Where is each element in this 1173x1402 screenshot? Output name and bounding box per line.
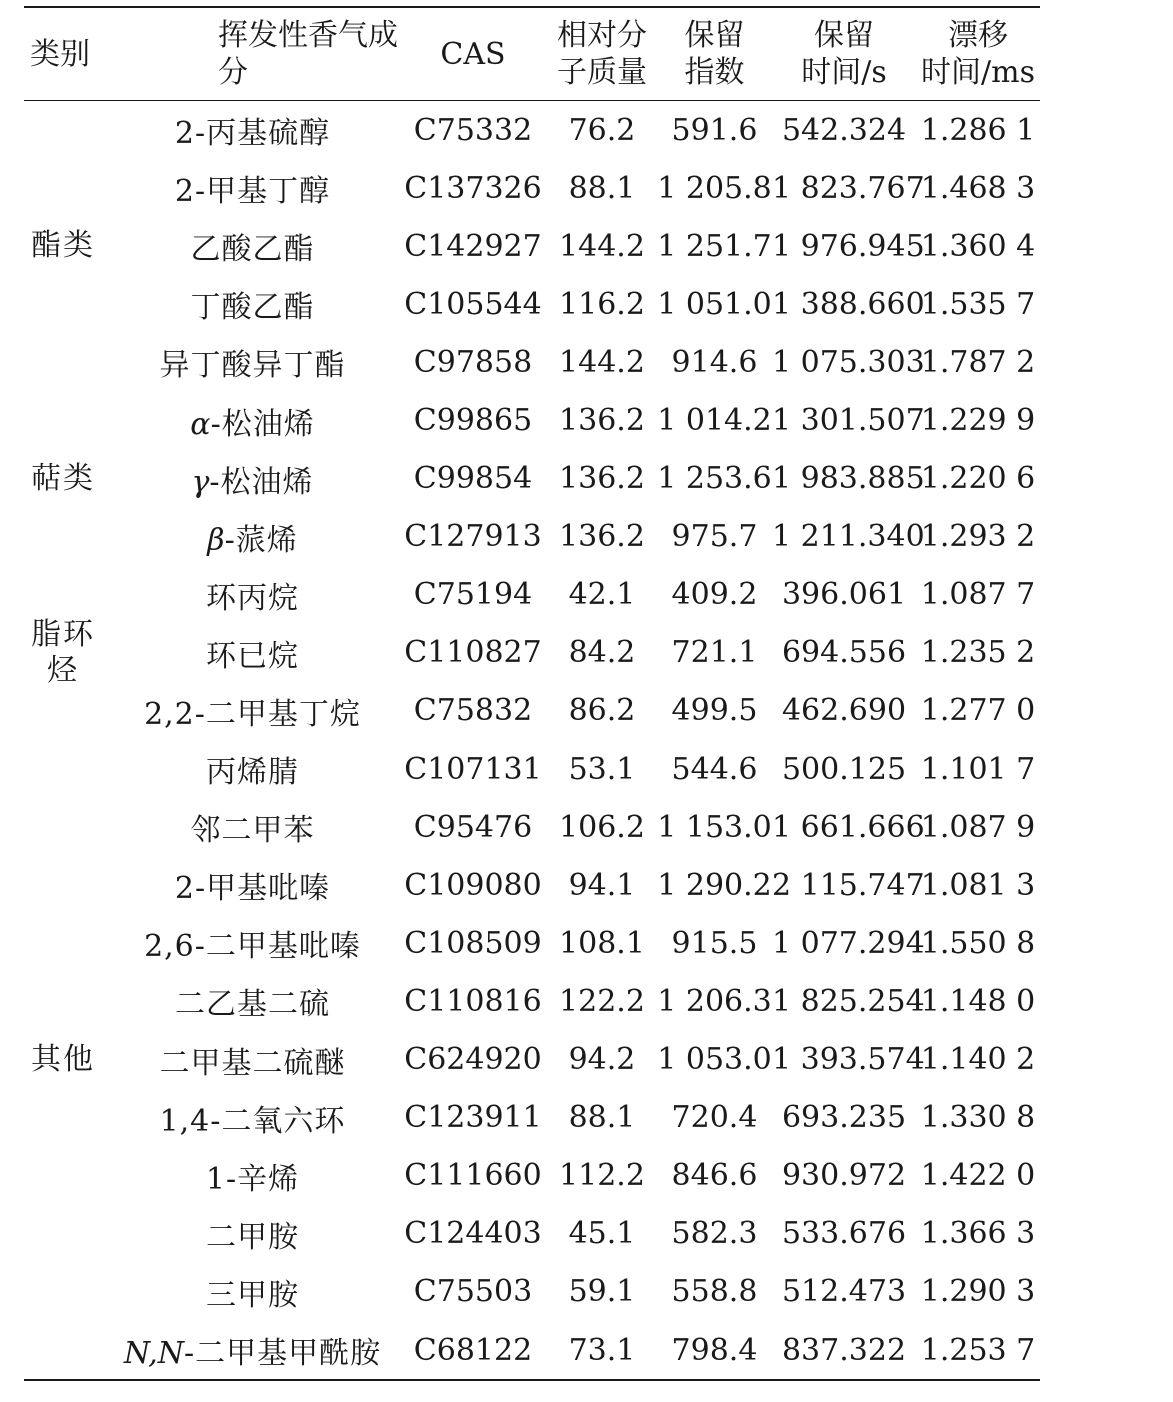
compound-name-cell [106,972,399,1030]
cas-cell: C75194 [413,577,533,613]
volatile-compounds-table [24,6,1040,1381]
cas-cell: C75832 [413,693,533,729]
retention-index-cell: 1 051.0 [657,286,772,322]
table-row [24,508,1040,566]
compound-name-cell [106,682,399,740]
retention-index-cell: 721.1 [671,635,758,671]
molecular-mass-cell: 144.2 [559,344,645,380]
retention-time-cell: 1 983.885 [772,461,925,497]
cas-cell: C75332 [413,112,533,148]
cas-cell: C97858 [413,344,533,380]
compound-name-prefix: γ [191,464,210,500]
cas-cell: C111660 [404,1158,542,1194]
header-category: 类别 [30,36,90,72]
drift-time-cell: 1.140 2 [920,1042,1036,1078]
retention-time-cell: 1 825.254 [772,983,925,1019]
compound-name: 1,4-二氧六环 [159,1103,346,1139]
retention-time-cell: 462.690 [781,693,907,729]
cas-cell: C107131 [404,751,542,787]
retention-index-cell: 1 253.6 [657,461,772,497]
molecular-mass-cell: 94.1 [568,867,636,903]
table-row [24,1205,1040,1263]
cas-cell: C99865 [413,403,533,439]
retention-index-cell: 558.8 [671,1274,758,1310]
drift-time-cell: 1.535 7 [920,286,1036,322]
molecular-mass-cell: 42.1 [568,577,636,613]
compound-name-cell [106,333,399,391]
retention-index-cell: 914.6 [671,344,758,380]
molecular-mass-cell: 144.2 [559,228,645,264]
table-row [24,566,1040,624]
compound-name: 环丙烷 [206,580,299,616]
category-cell [24,566,106,740]
cas-cell: C95476 [413,809,533,845]
compound-name-cell [106,508,399,566]
table-row [24,856,1040,914]
retention-time-cell: 1 077.294 [772,925,925,961]
molecular-mass-cell: 106.2 [559,809,645,845]
retention-index-cell: 591.6 [671,112,758,148]
header-molecular-mass: 相对分 子质量 [557,18,647,90]
retention-time-cell: 512.473 [781,1274,907,1310]
drift-time-cell: 1.293 2 [920,519,1036,555]
table-row [24,1263,1040,1321]
drift-time-cell: 1.253 7 [920,1332,1036,1368]
table-row [24,624,1040,682]
drift-time-cell: 1.081 3 [920,867,1036,903]
compound-name: 乙酸乙酯 [190,232,315,268]
compound-name-prefix: β [207,522,225,558]
retention-index-cell: 846.6 [671,1158,758,1194]
drift-time-cell: 1.366 3 [920,1216,1036,1252]
compound-name: 1-辛烯 [205,1161,300,1197]
retention-time-cell: 1 976.945 [772,228,925,264]
table-row [24,101,1040,160]
cas-cell: C110816 [404,983,542,1019]
retention-index-cell: 915.5 [671,925,758,961]
table-row [24,682,1040,740]
drift-time-cell: 1.235 2 [920,635,1036,671]
compound-name-cell [106,1205,399,1263]
retention-index-cell: 1 251.7 [657,228,772,264]
molecular-mass-cell: 86.2 [568,693,636,729]
header-compound: 挥发性香气成分 [218,18,398,90]
retention-time-cell: 2 115.747 [772,867,925,903]
compound-name: 二乙基二硫 [175,987,330,1023]
compound-name-cell [106,391,399,449]
compound-name: 二甲胺 [206,1219,299,1255]
retention-index-cell: 1 206.3 [657,983,772,1019]
compound-name: 异丁酸异丁酯 [159,348,346,384]
drift-time-cell: 1.286 1 [920,112,1036,148]
retention-index-cell: 798.4 [671,1332,758,1368]
drift-time-cell: 1.468 3 [920,170,1036,206]
category-label: 酯类 [31,228,95,264]
compound-name-cell [106,914,399,972]
cas-cell: C105544 [404,286,542,322]
molecular-mass-cell: 88.1 [568,170,636,206]
compound-name: 2,2-二甲基丁烷 [144,696,361,732]
compound-name: 2,6-二甲基吡嗪 [144,929,361,965]
header-row [24,7,1040,101]
table-row [24,972,1040,1030]
molecular-mass-cell: 136.2 [559,519,645,555]
drift-time-cell: 1.330 8 [920,1100,1036,1136]
cas-cell: C624920 [404,1042,542,1078]
cas-cell: C142927 [404,228,542,264]
molecular-mass-cell: 136.2 [559,403,645,439]
table-row [24,391,1040,449]
header-cas: CAS [440,36,506,72]
molecular-mass-cell: 45.1 [568,1216,636,1252]
compound-name-prefix: α [190,406,211,442]
molecular-mass-cell: 112.2 [559,1158,645,1194]
retention-time-cell: 1 393.574 [772,1042,925,1078]
compound-name: 环已烷 [206,638,299,674]
retention-time-cell: 693.235 [781,1100,907,1136]
molecular-mass-cell: 94.2 [568,1042,636,1078]
compound-name-cell [106,740,399,798]
compound-name: 邻二甲苯 [190,813,315,849]
compound-name: 三甲胺 [206,1277,299,1313]
molecular-mass-cell: 73.1 [568,1332,636,1368]
drift-time-cell: 1.229 9 [920,403,1036,439]
retention-time-cell: 930.972 [781,1158,907,1194]
compound-table-container [24,6,1040,1381]
compound-name: 2-甲基丁醇 [174,174,331,210]
compound-name: 丁酸乙酯 [190,290,315,326]
molecular-mass-cell: 122.2 [559,983,645,1019]
cas-cell: C108509 [404,925,542,961]
molecular-mass-cell: 84.2 [568,635,636,671]
retention-time-cell: 500.125 [781,751,907,787]
molecular-mass-cell: 136.2 [559,461,645,497]
retention-index-cell: 499.5 [671,693,758,729]
category-label: 其他 [31,1041,95,1077]
compound-name: 2-丙基硫醇 [174,116,331,152]
compound-name: -松油烯 [210,406,315,442]
compound-name-prefix: N,N [123,1336,184,1372]
retention-index-cell: 975.7 [671,519,758,555]
table-row [24,1031,1040,1089]
cas-cell: C127913 [404,519,542,555]
retention-time-cell: 1 823.767 [772,170,925,206]
molecular-mass-cell: 59.1 [568,1274,636,1310]
retention-index-cell: 1 053.0 [657,1042,772,1078]
header-drift-time: 漂移 时间/ms [921,18,1035,90]
compound-name-cell [106,1263,399,1321]
retention-index-cell: 544.6 [671,751,758,787]
compound-name-cell [106,1089,399,1147]
category-cell [24,740,106,1380]
drift-time-cell: 1.087 7 [920,577,1036,613]
cas-cell: C110827 [404,635,542,671]
compound-name: 二甲基二硫醚 [159,1045,346,1081]
cas-cell: C109080 [404,867,542,903]
retention-index-cell: 1 014.2 [657,403,772,439]
retention-time-cell: 1 661.666 [772,809,925,845]
header-retention-time: 保留 时间/s [801,18,887,90]
cas-cell: C123911 [404,1100,542,1136]
table-row [24,159,1040,217]
drift-time-cell: 1.148 0 [920,983,1036,1019]
molecular-mass-cell: 116.2 [559,286,645,322]
table-row [24,740,1040,798]
table-row [24,275,1040,333]
retention-time-cell: 1 301.507 [772,403,925,439]
drift-time-cell: 1.277 0 [920,693,1036,729]
drift-time-cell: 1.787 2 [920,344,1036,380]
table-row [24,450,1040,508]
category-label: 萜类 [31,460,95,496]
molecular-mass-cell: 88.1 [568,1100,636,1136]
compound-name: -蒎烯 [224,522,298,558]
table-row [24,798,1040,856]
compound-name-cell [106,624,399,682]
drift-time-cell: 1.087 9 [920,809,1036,845]
molecular-mass-cell: 108.1 [559,925,645,961]
table-body [24,101,1040,1381]
category-label: 脂环烃 [31,616,95,688]
compound-name-cell [106,1321,399,1380]
cas-cell: C99854 [413,461,533,497]
retention-time-cell: 1 388.660 [772,286,925,322]
retention-index-cell: 1 153.0 [657,809,772,845]
cas-cell: C137326 [404,170,542,206]
table-row [24,217,1040,275]
retention-index-cell: 1 205.8 [657,170,772,206]
retention-time-cell: 542.324 [781,112,907,148]
drift-time-cell: 1.220 6 [920,461,1036,497]
molecular-mass-cell: 53.1 [568,751,636,787]
category-cell [24,391,106,565]
cas-cell: C124403 [404,1216,542,1252]
drift-time-cell: 1.101 7 [920,751,1036,787]
retention-index-cell: 409.2 [671,577,758,613]
retention-time-cell: 837.322 [781,1332,907,1368]
retention-index-cell: 582.3 [671,1216,758,1252]
table-row [24,333,1040,391]
table-header [24,7,1040,101]
compound-name-cell [106,159,399,217]
drift-time-cell: 1.360 4 [920,228,1036,264]
compound-name-cell [106,217,399,275]
table-row [24,1089,1040,1147]
category-cell [24,101,106,392]
drift-time-cell: 1.550 8 [920,925,1036,961]
compound-name: 2-甲基吡嗪 [174,871,331,907]
drift-time-cell: 1.422 0 [920,1158,1036,1194]
compound-name-cell [106,101,399,160]
retention-index-cell: 720.4 [671,1100,758,1136]
retention-time-cell: 1 075.303 [772,344,925,380]
compound-name-cell [106,798,399,856]
compound-name-cell [106,275,399,333]
compound-name-cell [106,566,399,624]
table-row [24,914,1040,972]
compound-name: -二甲基甲酰胺 [183,1336,382,1372]
table-row [24,1147,1040,1205]
retention-time-cell: 1 211.340 [772,519,925,555]
compound-name-cell [106,1031,399,1089]
compound-name-cell [106,856,399,914]
header-retention-index: 保留 指数 [684,18,745,90]
compound-name-cell [106,1147,399,1205]
drift-time-cell: 1.290 3 [920,1274,1036,1310]
retention-time-cell: 396.061 [781,577,907,613]
table-row [24,1321,1040,1380]
retention-time-cell: 694.556 [781,635,907,671]
molecular-mass-cell: 76.2 [568,112,636,148]
compound-name: -松油烯 [209,464,314,500]
cas-cell: C68122 [413,1332,533,1368]
compound-name-cell [106,450,399,508]
retention-time-cell: 533.676 [781,1216,907,1252]
cas-cell: C75503 [413,1274,533,1310]
compound-name: 丙烯腈 [206,755,299,791]
retention-index-cell: 1 290.2 [657,867,772,903]
